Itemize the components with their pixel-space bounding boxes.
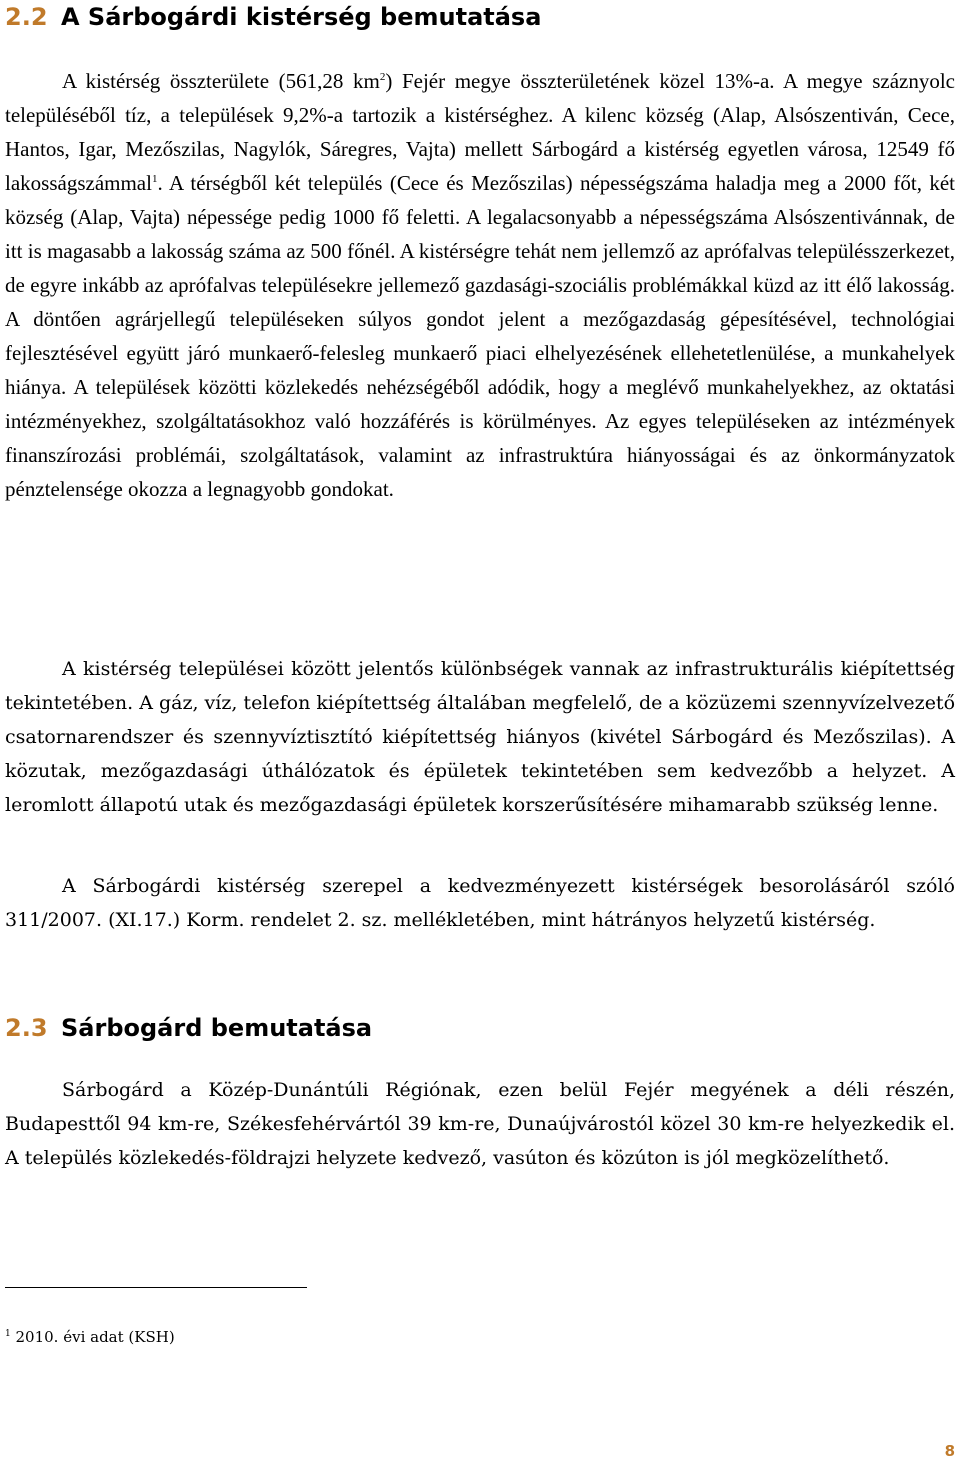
paragraph-infrastructure: A kistérség települései között jelentős különbségek vannak az infrastrukturális kiépítettség tekintetében. A gáz, víz, telefon kiépítettség általában megfelelő, de a közüzemi szennyvízelvezető csatornarendszer és szennyvíztisztító kiépítettség hiányos (kivétel Sárbogárd és Mezőszilas). A közutak, mezőgazdasági úthálózatok és épületek tekintetében sem kedvezőbb a helyzet. A leromlott állapotú utak és mezőgazdasági épületek korszerűsítésére mihamarabb szükség lenne. xyxy=(5,658,956,816)
page-number: 8 xyxy=(944,1442,955,1460)
section-number: 2.2 xyxy=(5,3,48,31)
footnote-separator xyxy=(5,1287,307,1288)
footnote-mark: 1 xyxy=(5,1329,11,1339)
paragraph-disadvantaged: A Sárbogárdi kistérség szerepel a kedvezményezett kistérségek besorolásáról szóló 311/2007. (XI.17.) Korm. rendelet 2. sz. mellékletében, mint hátrányos helyzetű kistérség. xyxy=(5,875,955,931)
section-heading-2-3 xyxy=(5,1013,372,1043)
section-heading-2-2 xyxy=(5,2,541,32)
section-title: A Sárbogárdi kistérség bemutatása xyxy=(61,3,542,31)
footnote xyxy=(5,1327,175,1347)
footnote-reference: 1 xyxy=(151,173,158,185)
section-title: Sárbogárd bemutatása xyxy=(61,1014,373,1042)
paragraph-kisterseg-overview xyxy=(5,64,955,506)
paragraph-text: . A térségből két település (Cece és Mezőszilas) népességszáma haladja meg a 2000 főt, két község (Alap, Vajta) népessége pedig 1000 fő feletti. A legalacsonyabb a népességszáma Alsószentivánnak, de itt is magasabb a lakosság száma az 500 főnél. A kistérségre tehát nem jellemző az aprófalvas településszerkezet, de egyre inkább az aprófalvas településekre jellemező gazdasági-szociális problémákkal küzd az itt élő lakosság. A döntően agrárjellegű településeken súlyos gondot jelent a mezőgazdaság gépesítésével, technológiai fejlesztésével együtt járó munkaerő-felesleg munkaerő piaci elhelyezésének ellehetetlenülése, a munkahelyek hiánya. A települések közötti közlekedés nehézségéből adódik, hogy a meglévő munkahelyekhez, az oktatási intézményekhez, szolgáltatásokhoz való hozzáférés is körülményes. Az egyes településeken az intézmények finanszírozási problémái, szolgáltatások, valamint az infrastruktúra hiányosságai és az önkormányzatok pénztelensége okozza a legnagyobb gondokat. xyxy=(5,171,955,501)
paragraph-text: A kistérség összterülete (561,28 km xyxy=(62,69,380,93)
superscript-2: 2 xyxy=(379,71,386,83)
paragraph-text: ) Fejér megye összterületének közel 13%-a. A megye száznyolc településéből tíz, a települések 9,2%-a tartozik a kistérséghez. A kilenc község (Alap, Alsószentiván, Cece, Hantos, Igar, Mezőszilas, Nagylók, Sáregres, Vajta) mellett Sárbogárd a kistérség egyetlen városa, 12549 fő lakosságszámmal xyxy=(5,69,956,195)
section-number: 2.3 xyxy=(5,1014,48,1042)
footnote-text: 2010. évi adat (KSH) xyxy=(10,1328,175,1346)
paragraph-sarbogard-location: Sárbogárd a Közép-Dunántúli Régiónak, ezen belül Fejér megyének a déli részén, Budapesttől 94 km-re, Székesfehérvártól 39 km-re, Dunaújvárostól közel 30 km-re helyezkedik el. A település közlekedés-földrajzi helyzete kedvező, vasúton és közúton is jól megközelíthető. xyxy=(5,1079,955,1169)
